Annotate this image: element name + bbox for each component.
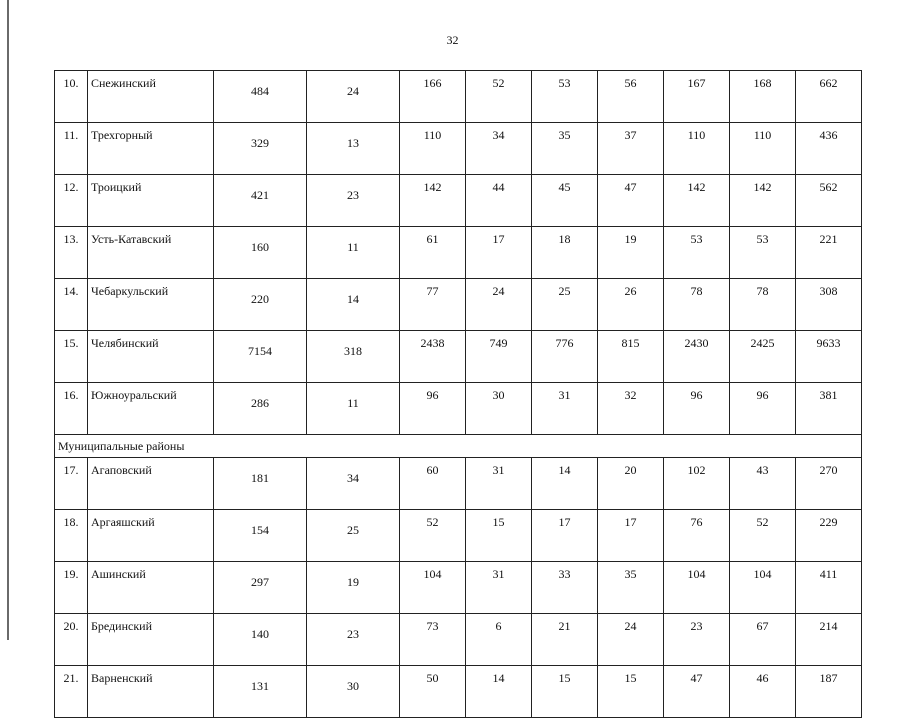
value-cell: 26: [598, 279, 664, 331]
value-cell: 2430: [664, 331, 730, 383]
value-cell: 160: [214, 227, 307, 279]
value-cell: 24: [307, 71, 400, 123]
municipality-name-cell: Челябинский: [88, 331, 214, 383]
value-cell: 78: [664, 279, 730, 331]
value-cell: 45: [532, 175, 598, 227]
value-cell: 19: [598, 227, 664, 279]
value-cell: 25: [307, 510, 400, 562]
row-number-cell: 15.: [55, 331, 88, 383]
table-row: [55, 458, 862, 510]
row-number-cell: 12.: [55, 175, 88, 227]
row-number-cell: 21.: [55, 666, 88, 718]
data-table: [54, 70, 862, 718]
value-cell: 34: [307, 458, 400, 510]
table-row: [55, 666, 862, 718]
value-cell: 96: [400, 383, 466, 435]
value-cell: 142: [400, 175, 466, 227]
value-cell: 50: [400, 666, 466, 718]
value-cell: 47: [598, 175, 664, 227]
value-cell: 23: [664, 614, 730, 666]
table-row: [55, 175, 862, 227]
municipality-name-cell: Ашинский: [88, 562, 214, 614]
value-cell: 9633: [796, 331, 862, 383]
value-cell: 31: [466, 458, 532, 510]
municipality-name-cell: Агаповский: [88, 458, 214, 510]
table-row: [55, 227, 862, 279]
value-cell: 421: [214, 175, 307, 227]
value-cell: 32: [598, 383, 664, 435]
value-cell: 11: [307, 227, 400, 279]
value-cell: 168: [730, 71, 796, 123]
row-number-cell: 11.: [55, 123, 88, 175]
value-cell: 104: [730, 562, 796, 614]
table-row: [55, 123, 862, 175]
row-number-cell: 14.: [55, 279, 88, 331]
page-number: 32: [446, 33, 459, 47]
value-cell: 381: [796, 383, 862, 435]
value-cell: 286: [214, 383, 307, 435]
value-cell: 329: [214, 123, 307, 175]
value-cell: 23: [307, 614, 400, 666]
value-cell: 24: [466, 279, 532, 331]
value-cell: 776: [532, 331, 598, 383]
value-cell: 110: [400, 123, 466, 175]
value-cell: 14: [532, 458, 598, 510]
value-cell: 220: [214, 279, 307, 331]
value-cell: 318: [307, 331, 400, 383]
municipality-name-cell: Чебаркульский: [88, 279, 214, 331]
value-cell: 181: [214, 458, 307, 510]
value-cell: 17: [466, 227, 532, 279]
value-cell: 815: [598, 331, 664, 383]
value-cell: 30: [307, 666, 400, 718]
row-number-cell: 19.: [55, 562, 88, 614]
value-cell: 96: [664, 383, 730, 435]
municipality-name-cell: Брединский: [88, 614, 214, 666]
value-cell: 17: [532, 510, 598, 562]
value-cell: 308: [796, 279, 862, 331]
value-cell: 110: [664, 123, 730, 175]
value-cell: 749: [466, 331, 532, 383]
value-cell: 35: [532, 123, 598, 175]
value-cell: 60: [400, 458, 466, 510]
value-cell: 67: [730, 614, 796, 666]
value-cell: 411: [796, 562, 862, 614]
value-cell: 2425: [730, 331, 796, 383]
value-cell: 104: [664, 562, 730, 614]
value-cell: 562: [796, 175, 862, 227]
value-cell: 297: [214, 562, 307, 614]
value-cell: 52: [400, 510, 466, 562]
table-row: [55, 510, 862, 562]
value-cell: 35: [598, 562, 664, 614]
value-cell: 33: [532, 562, 598, 614]
value-cell: 37: [598, 123, 664, 175]
value-cell: 44: [466, 175, 532, 227]
value-cell: 142: [664, 175, 730, 227]
section-row: [55, 435, 862, 458]
value-cell: 166: [400, 71, 466, 123]
municipality-name-cell: Южноуральский: [88, 383, 214, 435]
municipality-name-cell: Снежинский: [88, 71, 214, 123]
value-cell: 19: [307, 562, 400, 614]
value-cell: 46: [730, 666, 796, 718]
value-cell: 15: [598, 666, 664, 718]
value-cell: 131: [214, 666, 307, 718]
value-cell: 270: [796, 458, 862, 510]
row-number-cell: 20.: [55, 614, 88, 666]
row-number-cell: 10.: [55, 71, 88, 123]
value-cell: 73: [400, 614, 466, 666]
value-cell: 30: [466, 383, 532, 435]
municipality-name-cell: Варненский: [88, 666, 214, 718]
municipality-name-cell: Аргаяшский: [88, 510, 214, 562]
value-cell: 43: [730, 458, 796, 510]
value-cell: 56: [598, 71, 664, 123]
value-cell: 484: [214, 71, 307, 123]
value-cell: 31: [532, 383, 598, 435]
value-cell: 102: [664, 458, 730, 510]
value-cell: 53: [730, 227, 796, 279]
value-cell: 2438: [400, 331, 466, 383]
value-cell: 11: [307, 383, 400, 435]
table-row: [55, 562, 862, 614]
table-row: [55, 331, 862, 383]
value-cell: 47: [664, 666, 730, 718]
value-cell: 77: [400, 279, 466, 331]
value-cell: 436: [796, 123, 862, 175]
table-row: [55, 71, 862, 123]
value-cell: 53: [664, 227, 730, 279]
value-cell: 20: [598, 458, 664, 510]
value-cell: 154: [214, 510, 307, 562]
value-cell: 6: [466, 614, 532, 666]
value-cell: 14: [307, 279, 400, 331]
value-cell: 229: [796, 510, 862, 562]
value-cell: 96: [730, 383, 796, 435]
municipality-name-cell: Троицкий: [88, 175, 214, 227]
value-cell: 13: [307, 123, 400, 175]
row-number-cell: 13.: [55, 227, 88, 279]
value-cell: 142: [730, 175, 796, 227]
value-cell: 140: [214, 614, 307, 666]
row-number-cell: 17.: [55, 458, 88, 510]
municipality-name-cell: Усть-Катавский: [88, 227, 214, 279]
value-cell: 52: [730, 510, 796, 562]
value-cell: 31: [466, 562, 532, 614]
value-cell: 662: [796, 71, 862, 123]
value-cell: 221: [796, 227, 862, 279]
value-cell: 14: [466, 666, 532, 718]
value-cell: 23: [307, 175, 400, 227]
row-number-cell: 18.: [55, 510, 88, 562]
value-cell: 24: [598, 614, 664, 666]
value-cell: 15: [466, 510, 532, 562]
value-cell: 52: [466, 71, 532, 123]
value-cell: 53: [532, 71, 598, 123]
value-cell: 61: [400, 227, 466, 279]
table-row: [55, 279, 862, 331]
table-body: [55, 71, 862, 718]
value-cell: 104: [400, 562, 466, 614]
section-title: Муниципальные районы: [55, 435, 862, 458]
value-cell: 76: [664, 510, 730, 562]
page-left-edge: [7, 0, 9, 640]
value-cell: 18: [532, 227, 598, 279]
value-cell: 25: [532, 279, 598, 331]
value-cell: 7154: [214, 331, 307, 383]
value-cell: 34: [466, 123, 532, 175]
row-number-cell: 16.: [55, 383, 88, 435]
municipality-name-cell: Трехгорный: [88, 123, 214, 175]
value-cell: 110: [730, 123, 796, 175]
value-cell: 17: [598, 510, 664, 562]
value-cell: 167: [664, 71, 730, 123]
value-cell: 214: [796, 614, 862, 666]
table-row: [55, 383, 862, 435]
value-cell: 78: [730, 279, 796, 331]
value-cell: 21: [532, 614, 598, 666]
value-cell: 15: [532, 666, 598, 718]
value-cell: 187: [796, 666, 862, 718]
